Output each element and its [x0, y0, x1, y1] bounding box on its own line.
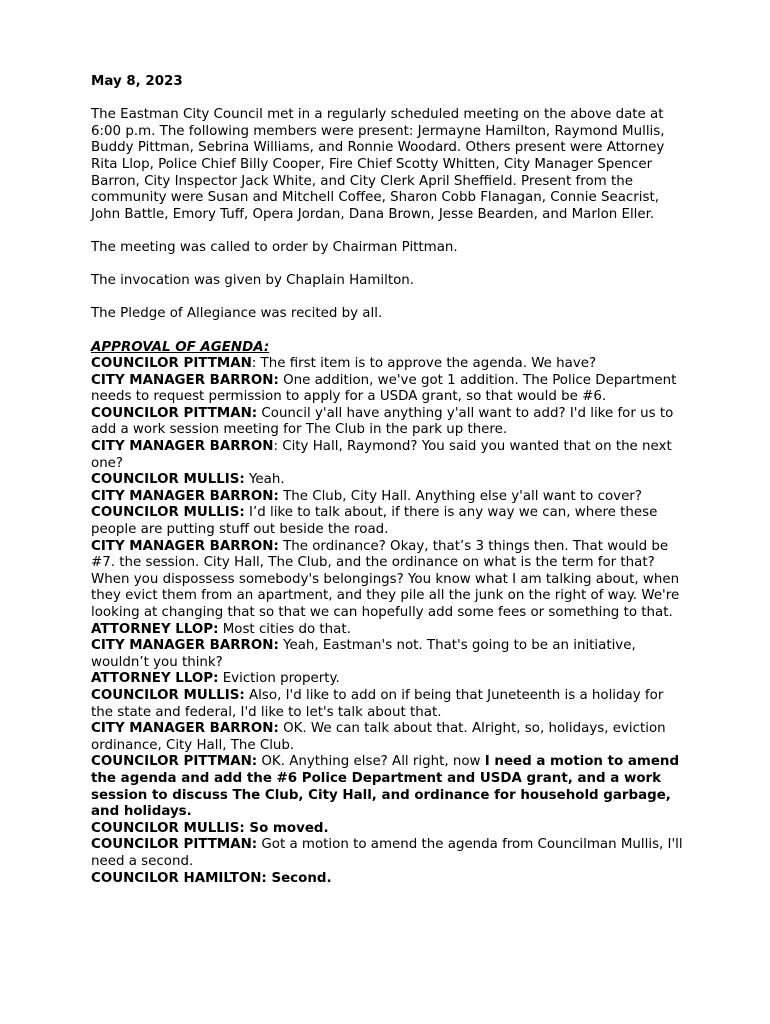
speech-text: Yeah. — [244, 472, 285, 488]
transcript-line — [91, 539, 685, 622]
speaker-name: ATTORNEY LLOP: — [91, 621, 219, 637]
transcript-line — [91, 754, 685, 820]
transcript-line — [91, 356, 685, 373]
speaker-name: COUNCILOR MULLIS: — [91, 820, 245, 836]
transcript-line — [91, 406, 685, 439]
speaker-name: CITY MANAGER BARRON — [91, 439, 274, 455]
meeting-date: May 8, 2023 — [91, 74, 183, 89]
transcript-line — [91, 821, 685, 838]
transcript-line — [91, 373, 685, 406]
speech-text: Yeah, Eastman's not. That's going to be an initiative, wouldn’t you think? — [91, 638, 636, 670]
speaker-name: COUNCILOR MULLIS: — [91, 687, 245, 703]
motion-text: I need a motion to amend the agenda and add the #6 Police Department and USDA grant, and a work session to discuss The Club, City Hall, and ordinance for household garbage, and holidays. — [91, 754, 680, 820]
speech-text: Also, I'd like to add on if being that Juneteenth is a holiday for the state and federal, I'd like to let's talk about that. — [91, 687, 664, 720]
transcript-line — [91, 439, 685, 472]
speech-text: Council y'all have anything y'all want to add? I'd like for us to add a work session meeting for The Club in the park up there. — [91, 405, 674, 438]
speaker-name: CITY MANAGER BARRON: — [91, 488, 279, 504]
speech-text: OK. We can talk about that. Alright, so, holidays, eviction ordinance, City Hall, The Club. — [91, 721, 666, 753]
speaker-name: ATTORNEY LLOP: — [91, 671, 219, 687]
pledge: The Pledge of Allegiance was recited by all. — [91, 306, 383, 322]
motion-text: Second. — [266, 870, 332, 886]
transcript-line — [91, 489, 685, 506]
call-to-order: The meeting was called to order by Chairman Pittman. — [91, 239, 458, 255]
transcript-line — [91, 721, 685, 754]
transcript-line — [91, 505, 685, 538]
speaker-name: CITY MANAGER BARRON: — [91, 721, 279, 737]
transcript-line — [91, 671, 685, 688]
intro-paragraph: The Eastman City Council met in a regularly scheduled meeting on the above date at 6:00 p.m. The following members were present: Jermayne Hamilton, Raymond Mullis, Buddy Pittman, Sebrina Williams, and Ronnie Woodard. Others present were Attorney Rita Llop, Police Chief Billy Cooper, Fire Chief Scotty Whitten, City Manager Spencer Barron, City Inspector Jack White, and City Clerk April Sheffield. Present from the community were Susan and Mitchell Coffee, Sharon Cobb Flanagan, Connie Seacrist, John Battle, Emory Tuff, Opera Jordan, Dana Brown, Jesse Bearden, and Marlon Eller. — [91, 107, 665, 222]
transcript-line — [91, 871, 685, 888]
speaker-name: CITY MANAGER BARRON: — [91, 372, 279, 388]
transcript-line — [91, 688, 685, 721]
speaker-name: COUNCILOR PITTMAN — [91, 356, 252, 372]
speech-text: Got a motion to amend the agenda from Councilman Mullis, I'll need a second. — [91, 837, 683, 869]
transcript — [91, 356, 685, 887]
speech-text: The ordinance? Okay, that’s 3 things then. That would be #7. the session. City Hall, The Club, and the ordinance on what is the term for that? When you dispossess somebody's belongings? You know what I am talking about, when they evict them from an apartment, and they pile all the junk on the right of way. We're looking at changing that so that we can hopefully add some fees or something to that. — [91, 538, 680, 620]
speech-text: : City Hall, Raymond? You said you wanted that on the next one? — [91, 439, 672, 471]
speech-text: OK. Anything else? All right, now — [257, 754, 485, 770]
motion-text: So moved. — [244, 820, 329, 836]
speaker-name: COUNCILOR PITTMAN: — [91, 405, 258, 421]
speaker-name: COUNCILOR PITTMAN: — [91, 754, 258, 770]
speaker-name: CITY MANAGER BARRON: — [91, 638, 279, 654]
agenda-heading: APPROVAL OF AGENDA: — [91, 339, 270, 355]
speech-text: Eviction property. — [218, 671, 340, 687]
transcript-line — [91, 638, 685, 671]
speech-text: One addition, we've got 1 addition. The Police Department needs to request permission to apply for a USDA grant, so that would be #6. — [91, 372, 677, 405]
transcript-line — [91, 837, 685, 870]
minutes-page — [91, 74, 685, 887]
speaker-name: COUNCILOR HAMILTON: — [91, 870, 267, 886]
speech-text: I’d like to talk about, if there is any way we can, where these people are putting stuff out beside the road. — [91, 505, 658, 538]
speaker-name: COUNCILOR MULLIS: — [91, 505, 245, 521]
speaker-name: CITY MANAGER BARRON: — [91, 538, 279, 554]
speech-text: The Club, City Hall. Anything else y'all want to cover? — [278, 488, 642, 504]
speech-text: : The first item is to approve the agenda. We have? — [251, 356, 597, 372]
transcript-line — [91, 472, 685, 489]
speaker-name: COUNCILOR MULLIS: — [91, 472, 245, 488]
speaker-name: COUNCILOR PITTMAN: — [91, 837, 258, 853]
invocation: The invocation was given by Chaplain Hamilton. — [91, 273, 415, 289]
transcript-line — [91, 622, 685, 639]
speech-text: Most cities do that. — [218, 621, 351, 637]
